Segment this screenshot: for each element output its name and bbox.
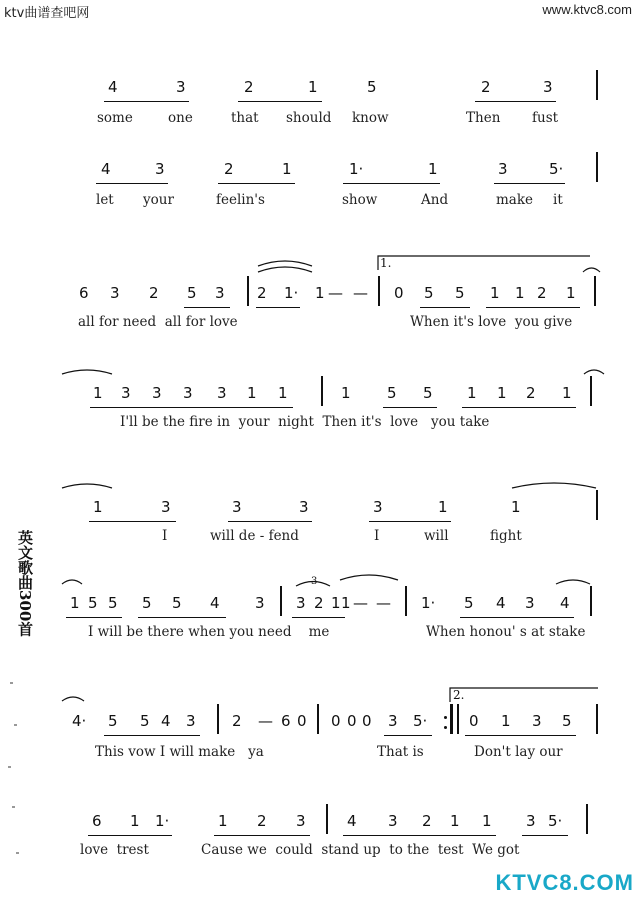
note-token: 6	[79, 284, 89, 302]
note-token: 3	[186, 712, 196, 730]
volta-second-label: 2.	[453, 688, 465, 702]
lyric-text: Then	[466, 110, 501, 126]
barline	[321, 376, 323, 406]
note-token: 3	[110, 284, 120, 302]
lyric-text: feelin's	[216, 192, 265, 208]
lyric-text: When it's love you give	[410, 314, 573, 330]
lyric-text: should	[286, 110, 332, 126]
note-token: 3	[155, 160, 165, 178]
slur-arc	[340, 575, 398, 580]
beam-underline	[369, 521, 451, 522]
note-token: 5	[424, 284, 434, 302]
note-token: 0	[297, 712, 307, 730]
beam-underline	[184, 307, 230, 308]
lyric-text: I will be there when you need me	[88, 624, 330, 640]
note-token: 0	[331, 712, 341, 730]
note-token: 1·	[349, 160, 364, 178]
note-token: 5	[108, 594, 118, 612]
note-token: 5	[455, 284, 465, 302]
barline	[405, 586, 407, 616]
note-token: 5·	[413, 712, 428, 730]
note-token: 3	[232, 498, 242, 516]
note-token: 5·	[548, 812, 563, 830]
lyric-text: your	[143, 192, 174, 208]
site-header-right[interactable]: www.ktvc8.com	[542, 2, 632, 17]
note-token: 1	[218, 812, 228, 830]
note-token: 2	[422, 812, 432, 830]
barline	[457, 704, 459, 734]
note-token: 1	[562, 384, 572, 402]
note-token: 4·	[72, 712, 87, 730]
repeat-dot	[444, 726, 447, 729]
note-token: 1	[467, 384, 477, 402]
barline	[590, 376, 592, 406]
note-token: 3	[299, 498, 309, 516]
note-token: 5	[88, 594, 98, 612]
beam-underline	[214, 835, 310, 836]
lyric-text: know	[352, 110, 389, 126]
beam-underline	[104, 101, 189, 102]
note-token: 1	[93, 498, 103, 516]
note-token: 3	[388, 812, 398, 830]
note-token: 3	[176, 78, 186, 96]
lyric-text: When honou' s at stake	[426, 624, 586, 640]
lyric-text: And	[421, 192, 449, 208]
lyric-text: let	[96, 192, 114, 208]
barline	[217, 704, 219, 734]
beam-underline	[89, 521, 176, 522]
beam-underline	[384, 735, 432, 736]
beam-underline	[465, 735, 576, 736]
lyric-text: make	[496, 192, 534, 208]
beam-underline	[383, 407, 437, 408]
barline	[378, 276, 380, 306]
site-logo[interactable]: KTVC8.COM	[495, 870, 634, 895]
lyric-text: it	[553, 192, 563, 208]
slur-arc	[583, 268, 600, 272]
note-token: 1	[428, 160, 438, 178]
volta-first-label: 1.	[380, 256, 392, 270]
note-token: 2	[481, 78, 491, 96]
lyric-text: fust	[532, 110, 559, 126]
note-token: 1	[282, 160, 292, 178]
note-token: 1	[278, 384, 288, 402]
note-token: 4	[161, 712, 171, 730]
note-token: 3	[373, 498, 383, 516]
note-token: 3	[525, 594, 535, 612]
lyric-text: That is	[377, 744, 424, 760]
slur-arc	[62, 370, 112, 374]
beam-underline	[218, 183, 295, 184]
note-token: 3	[255, 594, 265, 612]
note-token: 2	[257, 284, 267, 302]
note-token: 1	[497, 384, 507, 402]
lyric-text: This vow I will make ya	[95, 744, 264, 760]
note-token: 5	[367, 78, 377, 96]
slur-arc	[584, 370, 604, 374]
lyric-text: Don't lay our	[474, 744, 563, 760]
beam-underline	[475, 101, 556, 102]
scan-speck	[8, 766, 11, 768]
barline	[247, 276, 249, 306]
beam-underline	[460, 617, 574, 618]
lyric-text: fight	[490, 528, 522, 544]
note-token: 1	[331, 594, 341, 612]
lyric-text: will de - fend	[210, 528, 299, 544]
note-token: 6	[281, 712, 291, 730]
note-token: 3	[498, 160, 508, 178]
note-token: 4	[210, 594, 220, 612]
note-token: 1	[315, 284, 325, 302]
note-token: —	[258, 712, 273, 730]
note-token: 3	[183, 384, 193, 402]
barline	[596, 704, 598, 734]
slur-arc	[512, 483, 596, 488]
beam-underline	[104, 735, 200, 736]
note-token: 2	[149, 284, 159, 302]
note-token: 2	[232, 712, 242, 730]
lyric-text: I	[374, 528, 380, 544]
barline	[280, 586, 282, 616]
barline	[596, 152, 598, 182]
lyric-text: I	[162, 528, 168, 544]
note-token: 2	[537, 284, 547, 302]
side-label: 英文歌曲300首	[16, 530, 34, 637]
note-token: 4	[108, 78, 118, 96]
note-token: 1	[490, 284, 500, 302]
note-token: 1	[247, 384, 257, 402]
slur-arc	[258, 261, 312, 266]
lyric-text: Cause we could stand up to the test We got	[201, 842, 520, 858]
note-token: 5	[562, 712, 572, 730]
scan-speck	[12, 806, 15, 808]
note-token: —	[328, 284, 343, 302]
barline	[590, 586, 592, 616]
beam-underline	[462, 407, 576, 408]
note-token: 0	[347, 712, 357, 730]
note-token: 1	[341, 384, 351, 402]
beam-underline	[96, 183, 168, 184]
note-token: 3	[543, 78, 553, 96]
volta-bracket-second	[450, 688, 598, 702]
note-token: 2	[244, 78, 254, 96]
beam-underline	[90, 407, 293, 408]
note-token: 2	[224, 160, 234, 178]
note-token: 3	[296, 812, 306, 830]
scan-speck	[16, 852, 19, 854]
slur-arc	[556, 580, 590, 584]
note-token: 0	[469, 712, 479, 730]
note-token: 2	[314, 594, 324, 612]
slur-arc	[258, 267, 312, 272]
note-token: 1·	[421, 594, 436, 612]
note-token: 3	[296, 594, 306, 612]
note-token: 3	[161, 498, 171, 516]
note-token: 4	[347, 812, 357, 830]
note-token: 5	[464, 594, 474, 612]
lyric-text: will	[424, 528, 449, 544]
note-token: 1·	[155, 812, 170, 830]
barline	[596, 490, 598, 520]
barline	[594, 276, 596, 306]
beam-underline	[138, 617, 226, 618]
beam-underline	[88, 835, 172, 836]
repeat-barline	[450, 704, 453, 734]
note-token: 4	[560, 594, 570, 612]
note-token: 5	[140, 712, 150, 730]
beam-underline	[292, 617, 345, 618]
note-token: 1	[482, 812, 492, 830]
note-token: 1	[501, 712, 511, 730]
lyric-text: one	[168, 110, 193, 126]
lyric-text: that	[231, 110, 259, 126]
note-token: 3	[388, 712, 398, 730]
barline	[317, 704, 319, 734]
site-header-left: ktv曲谱查吧网	[4, 6, 90, 21]
note-token: —	[353, 594, 368, 612]
volta-bracket-first	[378, 256, 590, 270]
lyric-text: all for need all for love	[78, 314, 238, 330]
beam-underline	[228, 521, 312, 522]
note-token: 1	[450, 812, 460, 830]
note-token: 1	[566, 284, 576, 302]
lyric-text: I'll be the fire in your night Then it's love you take	[120, 414, 490, 430]
note-token: 1	[341, 594, 351, 612]
barline	[326, 804, 328, 834]
lyric-text: show	[342, 192, 378, 208]
note-token: 5	[187, 284, 197, 302]
scan-speck	[10, 682, 13, 684]
triplet-mark: 3	[311, 576, 318, 587]
note-token: 1	[308, 78, 318, 96]
note-token: 1	[130, 812, 140, 830]
note-token: 1	[515, 284, 525, 302]
beam-underline	[494, 183, 565, 184]
note-token: 6	[92, 812, 102, 830]
note-token: 5	[142, 594, 152, 612]
note-token: 0	[362, 712, 372, 730]
note-token: 2	[526, 384, 536, 402]
note-token: 5	[387, 384, 397, 402]
note-token: —	[376, 594, 391, 612]
note-token: 1	[70, 594, 80, 612]
beam-underline	[343, 183, 440, 184]
note-token: 3	[532, 712, 542, 730]
note-token: 3	[152, 384, 162, 402]
note-token: 5	[172, 594, 182, 612]
beam-underline	[522, 835, 568, 836]
note-token: 1	[438, 498, 448, 516]
slur-arc	[62, 580, 82, 584]
beam-underline	[256, 307, 300, 308]
barline	[596, 70, 598, 100]
note-token: 1·	[284, 284, 299, 302]
barline	[586, 804, 588, 834]
note-token: 5	[423, 384, 433, 402]
note-token: 1	[93, 384, 103, 402]
beam-underline	[66, 617, 122, 618]
note-token: 4	[101, 160, 111, 178]
note-token: 0	[394, 284, 404, 302]
beam-underline	[486, 307, 580, 308]
note-token: 1	[511, 498, 521, 516]
note-token: 4	[496, 594, 506, 612]
slur-arc	[62, 697, 84, 701]
scan-speck	[14, 724, 17, 726]
repeat-dot	[444, 716, 447, 719]
note-token: 5	[108, 712, 118, 730]
note-token: —	[353, 284, 368, 302]
note-token: 2	[257, 812, 267, 830]
note-token: 5·	[549, 160, 564, 178]
lyric-text: some	[97, 110, 133, 126]
note-token: 3	[121, 384, 131, 402]
note-token: 3	[217, 384, 227, 402]
slur-arc	[62, 484, 112, 488]
beam-underline	[238, 101, 322, 102]
note-token: 3	[526, 812, 536, 830]
lyric-text: love trest	[80, 842, 149, 858]
note-token: 3	[215, 284, 225, 302]
beam-underline	[420, 307, 470, 308]
beam-underline	[343, 835, 496, 836]
